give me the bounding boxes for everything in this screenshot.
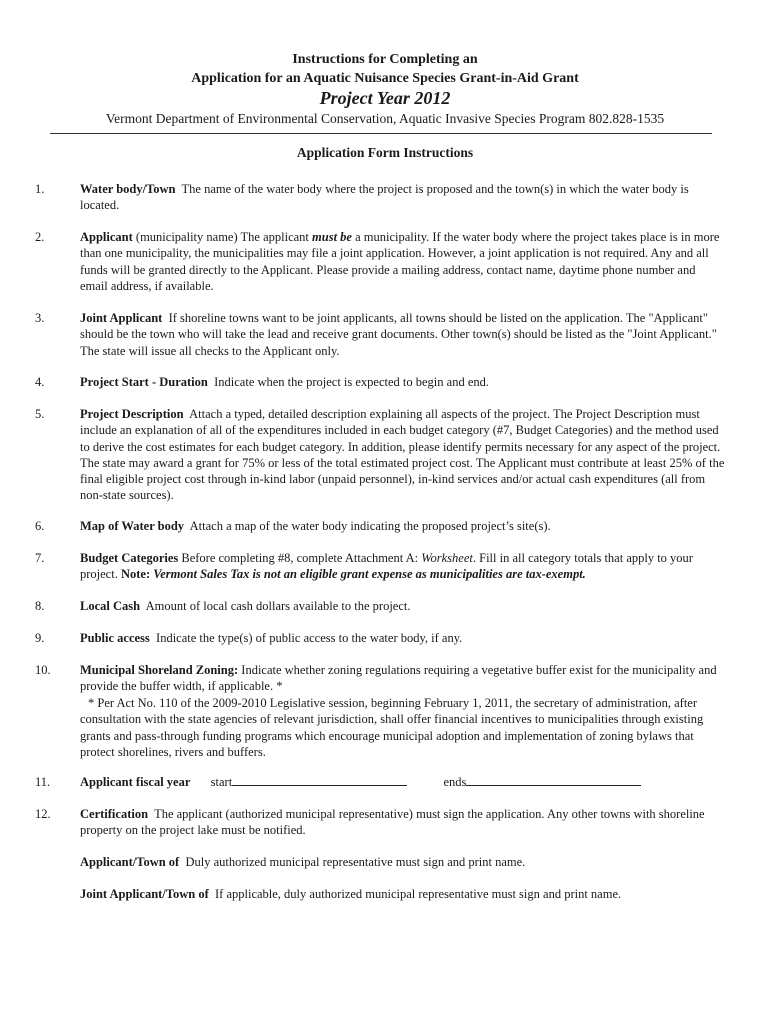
item-label: Public access [80, 631, 150, 645]
item-text: Indicate the type(s) of public access to the water body, if any. [156, 631, 463, 645]
item-number: 2. [35, 230, 45, 244]
item-label: Municipal Shoreland Zoning: [80, 663, 239, 677]
signoff-text: Duly authorized municipal representative must sign and print name. [185, 855, 526, 869]
item-number: 9. [35, 631, 45, 645]
instruction-item-10 [35, 662, 725, 695]
item-label: Local Cash [80, 599, 141, 613]
item-text: The name of the water body where the project is proposed and the town(s) in which the water body is located. [80, 182, 689, 213]
instruction-item-4 [35, 374, 725, 390]
item-label: Project Start - Duration [80, 375, 208, 389]
signoff-label: Applicant/Town of [80, 855, 180, 869]
item-number: 10. [35, 663, 51, 677]
fiscal-start-label: start [210, 775, 233, 789]
instruction-item-5 [35, 406, 725, 504]
instruction-item-7 [35, 550, 725, 583]
item-label: Project Description [80, 407, 184, 421]
instruction-item-6 [35, 518, 725, 534]
item-text: . Fill in all category totals that apply to your project. [80, 551, 693, 582]
item-number: 7. [35, 551, 45, 565]
item-text: Indicate when the project is expected to begin and end. [214, 375, 490, 389]
item-text: Indicate whether zoning regulations requiring a vegetative buffer exist for the municipality and provide the buffer width, if applicable. * [80, 663, 717, 694]
header-divider [50, 133, 712, 134]
signoff-label: Joint Applicant/Town of [80, 887, 209, 901]
item-number: 5. [35, 407, 45, 421]
signoff-joint-applicant [80, 886, 720, 902]
note-text: Vermont Sales Tax is not an eligible grant expense as municipalities are tax-exempt. [153, 567, 586, 582]
item-text: Attach a typed, detailed description explaining all aspects of the project. The Project Description must include an explanation of all of the expenditures included in each budget category (#7, Budget Categories) and the method used to derive the cost estimates for each budget category. In addition, please identify permits necessary for any aspect of the project. The state may award a grant for 75% or less of the total estimated project cost. The Applicant must contribute at least 25% of the final eligible project cost through in-kind labor (unpaid personnel), in-kind services and/or actual cash expenditures (all from non-state sources). [80, 407, 725, 503]
item-number: 12. [35, 807, 51, 821]
fiscal-end-field[interactable] [466, 774, 641, 786]
item-text-pre: (municipality name) The applicant [135, 230, 313, 244]
item-number: 8. [35, 599, 45, 613]
instruction-item-3 [35, 310, 725, 359]
item-emphasis: Worksheet [421, 551, 473, 565]
item-number: 6. [35, 519, 45, 533]
item-text: If shoreline towns want to be joint applicants, all towns should be listed on the application. The "Applicant" should be the town who will take the lead and receive grant documents. Other town(s) should be listed as the "Joint Applicant." The state will issue all checks to the Applicant only. [80, 311, 717, 358]
item-text: Amount of local cash dollars available to the project. [145, 599, 411, 613]
item-number: 1. [35, 182, 45, 196]
note-label: Note: [120, 567, 151, 582]
zoning-footnote: * Per Act No. 110 of the 2009-2010 Legislative session, beginning February 1, 2011, the secretary of administration, after consultation with the state agencies of relevant jurisdiction, shall offer financial incentives to municipalities through existing grants and pass-through funding programs which encourage municipal adoption and implementation of zoning bylaws that protect shorelines, rivers and buffers. [80, 696, 704, 759]
fiscal-end-label: ends [443, 775, 467, 789]
instruction-item-8 [35, 598, 725, 614]
item-label: Water body/Town [80, 182, 176, 196]
instruction-item-11 [35, 774, 725, 790]
item-number: 3. [35, 311, 45, 325]
item-label: Map of Water body [80, 519, 185, 533]
doc-title-line2: Application for an Aquatic Nuisance Species Grant-in-Aid Grant [191, 71, 579, 86]
doc-title-line1: Instructions for Completing an [292, 52, 478, 67]
item-label: Applicant fiscal year [80, 775, 191, 789]
item-text: The applicant (authorized municipal representative) must sign the application. Any other towns with shoreline property on the project lake must be notified. [80, 807, 705, 838]
department-line: Vermont Department of Environmental Conservation, Aquatic Invasive Species Program 802.828-1535 [105, 111, 665, 126]
instruction-item-1 [35, 181, 725, 214]
doc-title-year: Project Year 2012 [319, 88, 451, 108]
item-text: a municipality. If the water body where the project takes place is in more than one municipality, the municipalities may file a joint application. However, a joint application is not required. Any and all funds will be granted directly to the Applicant. Please provide a mailing address, contact name, daytime phone number and email address, if available. [80, 230, 720, 293]
item-label: Certification [80, 807, 149, 821]
item-label: Budget Categories [80, 551, 179, 565]
signoff-applicant [80, 854, 720, 870]
instruction-item-2 [35, 229, 725, 294]
fiscal-start-field[interactable] [232, 774, 407, 786]
item-number: 11. [35, 775, 51, 789]
item-text: Attach a map of the water body indicating the proposed project’s site(s). [189, 519, 551, 533]
item-text-pre: Before completing #8, complete Attachment A: [181, 551, 422, 565]
instruction-item-12 [35, 806, 725, 839]
item-number: 4. [35, 375, 45, 389]
item-label: Joint Applicant [80, 311, 163, 325]
signoff-text: If applicable, duly authorized municipal representative must sign and print name. [215, 887, 622, 901]
section-title: Application Form Instructions [296, 145, 474, 160]
item-label: Applicant [80, 230, 133, 244]
instruction-item-9 [35, 630, 725, 646]
item-emphasis: must be [312, 230, 352, 244]
